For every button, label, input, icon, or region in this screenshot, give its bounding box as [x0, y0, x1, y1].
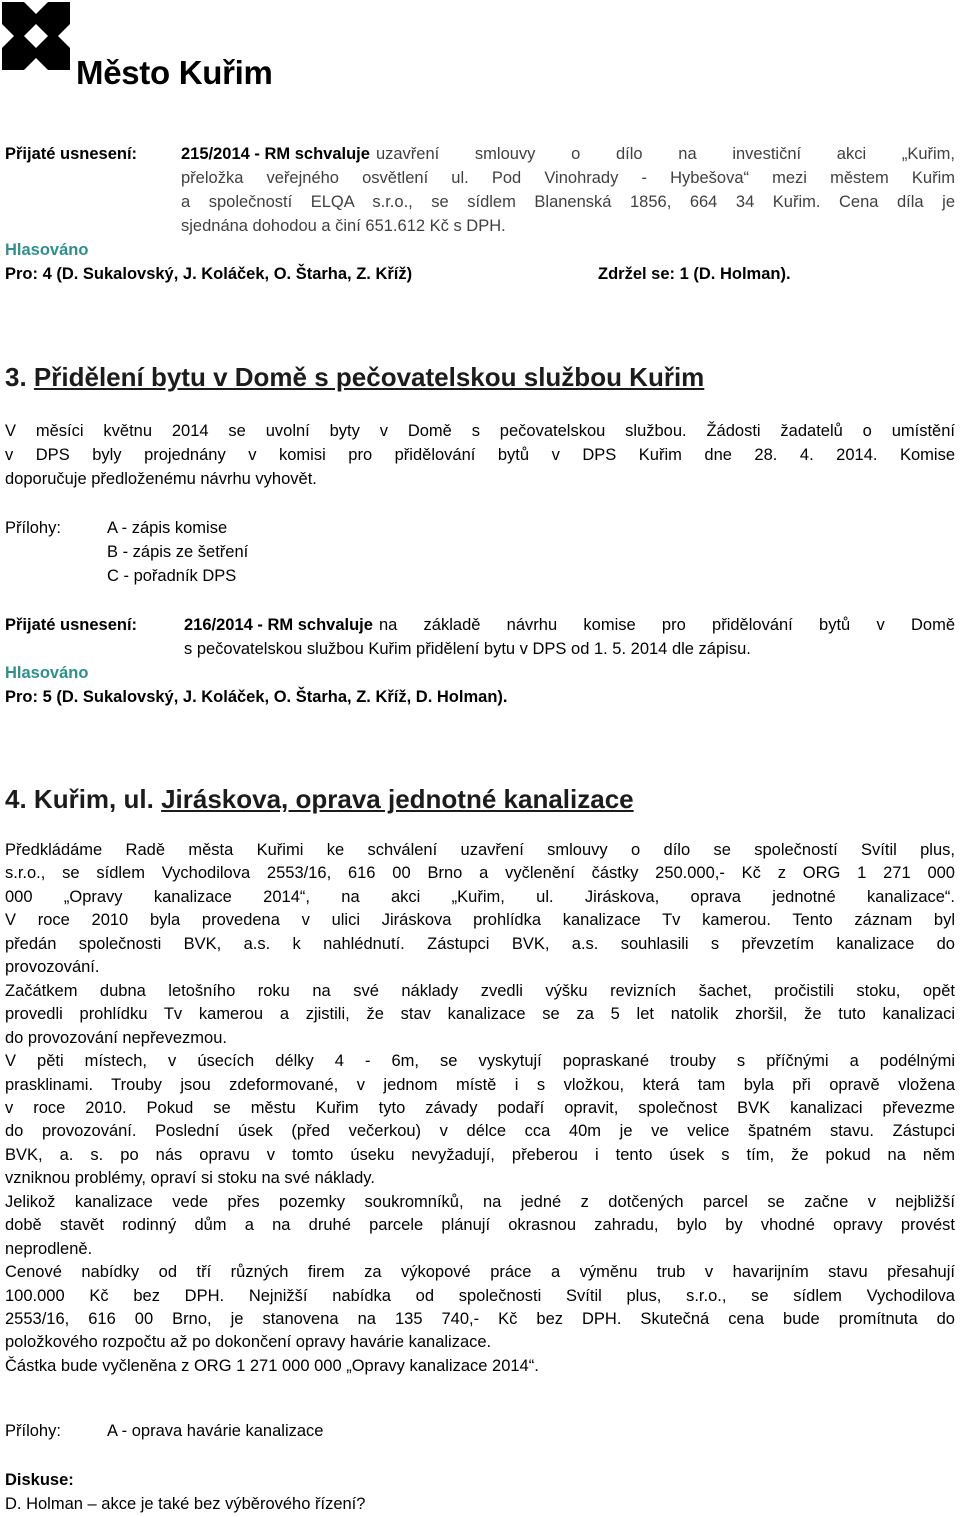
- resolution-label: Přijaté usnesení:: [5, 145, 138, 163]
- attachment-item: A - oprava havárie kanalizace: [107, 1422, 324, 1440]
- resolution-number: 215/2014 - RM schvaluje: [181, 145, 370, 163]
- body-line: v roce 2010. Pokud se městu Kuřim tyto závady podaří opravit, společnost BVK kanalizaci převezme: [5, 1098, 955, 1117]
- voted-label: Hlasováno: [5, 664, 89, 682]
- vote-abstain: Zdržel se: 1 (D. Holman).: [598, 265, 791, 283]
- body-line: 100.000 Kč bez DPH. Nejnižší nabídka od společnosti Svítil plus, s.r.o., se sídlem Vychodilova: [5, 1286, 955, 1305]
- body-line: do provozování nepřevezmou.: [5, 1028, 227, 1047]
- city-logo-icon: [2, 2, 70, 70]
- body-line: 2553/16, 616 00 Brno, je stanovena na 135 740,- Kč bez DPH. Skutečná cena bude promítnuta do: [5, 1310, 955, 1328]
- resolution-216-line1: 216/2014 - RM schvaluje na základě návrhu komise pro přidělování bytů v Domě: [184, 614, 955, 638]
- resolution-215-line1: 215/2014 - RM schvaluje uzavření smlouvy o dílo na investiční akci „Kuřim,: [181, 143, 955, 167]
- body-line: předán společnosti BVK, a.s. k nahlédnutí. Zástupci BVK, a.s. souhlasili s převzetím kanalizace do: [5, 934, 955, 953]
- resolution-215-line4: sjednána dohodou a činí 651.612 Kč s DPH.: [181, 217, 506, 235]
- body-line: vzniknou problémy, opraví si stoku na své náklady.: [5, 1169, 375, 1188]
- section-3-para-line1: V měsíci květnu 2014 se uvolní byty v Domě s pečovatelskou službou. Žádosti žadatelů o umístění: [5, 422, 955, 440]
- logo-text: Město Kuřim: [76, 54, 273, 91]
- body-line: provozování.: [5, 958, 100, 977]
- voted-label: Hlasováno: [5, 241, 89, 259]
- body-line: Cenové nabídky od tří různých firem za výkopové práce a výměnu trub v havarijním stavu přesahují: [5, 1263, 955, 1282]
- attachment-item: B - zápis ze šetření: [107, 543, 249, 561]
- body-line: době stavět rodinný dům a na druhé parcele plánují okrasnou zahradu, bylo by vhodné opravy provést: [5, 1216, 955, 1235]
- attachment-item: A - zápis komise: [107, 519, 228, 537]
- body-line: Částka bude vyčleněna z ORG 1 271 000 000 „Opravy kanalizace 2014“.: [5, 1356, 539, 1375]
- attachments-label: Přílohy:: [5, 1422, 61, 1440]
- discussion-text: D. Holman – akce je také bez výběrového řízení?: [5, 1495, 366, 1513]
- body-line: provedli prohlídku Tv kamerou a zjistili, že stav kanalizace se za 5 let natolik zhoršil, že tuto kanalizaci: [5, 1005, 955, 1024]
- body-line: prasklinami. Trouby jsou zdeformované, v jednom místě i s vložkou, která tam byla při opravě vložena: [5, 1075, 955, 1094]
- resolution-label: Přijaté usnesení:: [5, 616, 138, 634]
- section-4-heading: 4. Kuřim, ul. Jiráskova, oprava jednotné kanalizace: [5, 784, 634, 814]
- body-line: 000 „Opravy kanalizace 2014“, na akci „Kuřim, ul. Jiráskova, oprava jednotné kanalizace“.: [5, 887, 955, 906]
- body-line: položkového rozpočtu až po dokončení opravy havárie kanalizace.: [5, 1333, 492, 1352]
- resolution-number: 216/2014 - RM schvaluje: [184, 616, 373, 634]
- discussion-label: Diskuse:: [5, 1471, 74, 1489]
- section-3-para-line2: v DPS byly projednány v komisi pro přidělování bytů v DPS Kuřim dne 28. 4. 2014. Komise: [5, 446, 955, 464]
- section-3-para-line3: doporučuje předloženému návrhu vyhovět.: [5, 470, 317, 488]
- body-line: s.r.o., se sídlem Vychodilova 2553/16, 616 00 Brno a vyčlenění částky 250.000,- Kč z ORG 1 271 000: [5, 864, 955, 883]
- body-line: V roce 2010 byla provedena v ulici Jiráskova prohlídka kanalizace Tv kamerou. Tento záznam byl: [5, 911, 955, 930]
- body-line: Předkládáme Radě města Kuřimi ke schválení uzavření smlouvy o dílo se společností Svítil plus,: [5, 841, 955, 859]
- body-line: neprodleně.: [5, 1239, 93, 1258]
- vote-pro: Pro: 5 (D. Sukalovský, J. Koláček, O. Štarha, Z. Kříž, D. Holman).: [5, 688, 508, 706]
- resolution-215-line2: přeložka veřejného osvětlení ul. Pod Vinohrady - Hybešova“ mezi městem Kuřim: [181, 169, 955, 187]
- section-3-heading: 3. Přidělení bytu v Domě s pečovatelskou službou Kuřim: [5, 362, 705, 392]
- body-line: V pěti místech, v úsecích délky 4 - 6m, se vyskytují popraskané trouby s příčnými a podélnými: [5, 1052, 955, 1071]
- attachments-label: Přílohy:: [5, 519, 61, 537]
- body-line: Jelikož kanalizace vede přes pozemky soukromníků, na jedné z dotčených parcel se začne v nejbližší: [5, 1192, 955, 1211]
- body-line: do provozování. Poslední úsek (před večerkou) v délce cca 40m je ve velice špatném stavu. Zástupci: [5, 1122, 955, 1141]
- resolution-215-line3: a společností ELQA s.r.o., se sídlem Blanenská 1856, 664 34 Kuřim. Cena díla je: [181, 193, 955, 211]
- resolution-216-line2: s pečovatelskou službou Kuřim přidělení bytu v DPS od 1. 5. 2014 dle zápisu.: [184, 640, 751, 658]
- body-line: Začátkem dubna letošního roku na své náklady zvedli výšku revizních šachet, pročistili stoku, opět: [5, 981, 955, 1000]
- body-line: BVK, a. s. po nás opravu v tomto úseku nevyžadují, přeberou i tento úsek s tím, že pokud na něm: [5, 1145, 955, 1164]
- vote-pro: Pro: 4 (D. Sukalovský, J. Koláček, O. Štarha, Z. Kříž): [5, 265, 413, 283]
- attachment-item: C - pořadník DPS: [107, 567, 237, 585]
